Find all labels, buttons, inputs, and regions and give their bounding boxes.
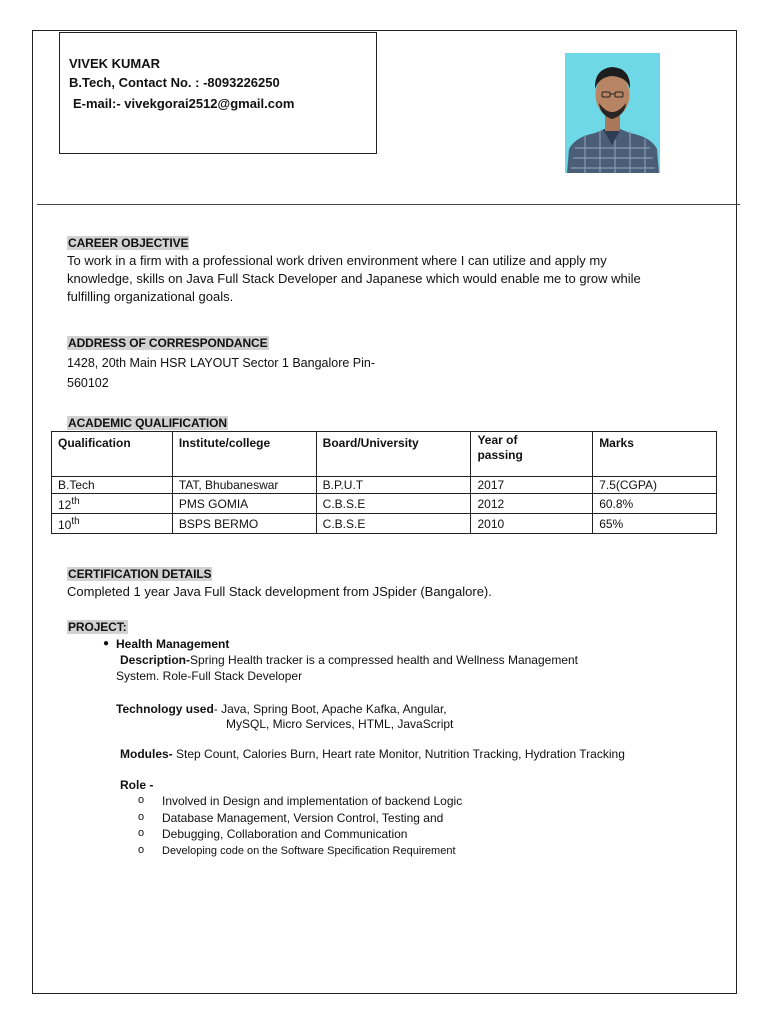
career-objective-line-3: fulfilling organizational goals. [67,289,234,304]
cell-year: 2017 [471,477,593,494]
cell-qualification: B.Tech [52,477,173,494]
col-qualification: Qualification [52,432,173,477]
cell-institute: PMS GOMIA [172,494,316,514]
role-item-4: Developing code on the Software Specification Requirement [162,845,456,857]
profile-photo [565,53,660,173]
circle-bullet-icon: o [138,844,145,856]
cell-board: B.P.U.T [316,477,471,494]
candidate-name: VIVEK KUMAR [69,56,161,71]
table-header-row [52,432,717,477]
cell-board: C.B.S.E [316,494,471,514]
modules-label: Modules- [120,747,173,761]
qualification-suffix: th [71,516,80,527]
col-institute: Institute/college [172,432,316,477]
academic-table [51,431,717,534]
cell-year: 2012 [471,494,593,514]
col-marks: Marks [593,432,717,477]
cell-institute: BSPS BERMO [172,514,316,534]
address-line-1: 1428, 20th Main HSR LAYOUT Sector 1 Bangalore Pin- [67,356,376,370]
cell-marks: 65% [593,514,717,534]
cell-marks: 7.5(CGPA) [593,477,717,494]
col-year-line-1: Year of [477,433,518,447]
table-row [52,494,717,514]
description-line-1: Spring Health tracker is a compressed health and Wellness Management [190,653,578,667]
role-item-1: Involved in Design and implementation of backend Logic [162,794,463,808]
qualification-number: 12 [58,498,72,512]
email: E-mail:- vivekgorai2512@gmail.com [73,96,295,111]
cell-year: 2010 [471,514,593,534]
cell-qualification [52,494,173,514]
cell-qualification [52,514,173,534]
academic-heading: ACADEMIC QUALIFICATION [68,416,227,430]
col-year [471,432,593,477]
project-name: Health Management [116,637,230,651]
qualification-number: 10 [58,518,72,532]
horizontal-divider [37,204,740,205]
certification-heading: CERTIFICATION DETAILS [68,567,212,581]
role-item-2: Database Management, Version Control, Testing and [162,811,444,825]
technology-label: Technology used [116,702,214,716]
circle-bullet-icon: o [138,827,145,839]
career-objective-line-2: knowledge, skills on Java Full Stack Developer and Japanese which would enable me to grow while [67,271,641,286]
technology-used [116,701,447,717]
project-description [120,652,578,668]
table-row [52,477,717,494]
description-label: Description- [120,653,191,667]
address-line-2: 560102 [67,376,109,390]
bullet-icon: ● [103,638,110,649]
description-line-2: System. Role-Full Stack Developer [116,669,303,683]
cell-board: C.B.S.E [316,514,471,534]
technology-line-1: - Java, Spring Boot, Apache Kafka, Angular, [213,702,447,716]
certification-text: Completed 1 year Java Full Stack development from JSpider (Bangalore). [67,584,492,599]
technology-line-2: MySQL, Micro Services, HTML, JavaScript [226,717,454,731]
project-heading: PROJECT: [68,620,127,634]
role-label: Role - [120,778,154,792]
qualification-suffix: th [71,496,80,507]
col-year-line-2: passing [477,448,523,462]
address-heading: ADDRESS OF CORRESPONDANCE [68,336,268,350]
cell-institute: TAT, Bhubaneswar [172,477,316,494]
col-board: Board/University [316,432,471,477]
circle-bullet-icon: o [138,811,145,823]
table-row [52,514,717,534]
career-objective-line-1: To work in a firm with a professional work driven environment where I can utilize and apply my [67,253,607,268]
contact-number: B.Tech, Contact No. : -8093226250 [69,75,280,90]
career-objective-heading: CAREER OBJECTIVE [68,236,189,250]
modules [120,746,625,762]
role-item-3: Debugging, Collaboration and Communication [162,827,408,841]
modules-text: Step Count, Calories Burn, Heart rate Monitor, Nutrition Tracking, Hydration Tracking [172,747,625,761]
circle-bullet-icon: o [138,794,145,806]
contact-box [59,32,377,154]
cell-marks: 60.8% [593,494,717,514]
